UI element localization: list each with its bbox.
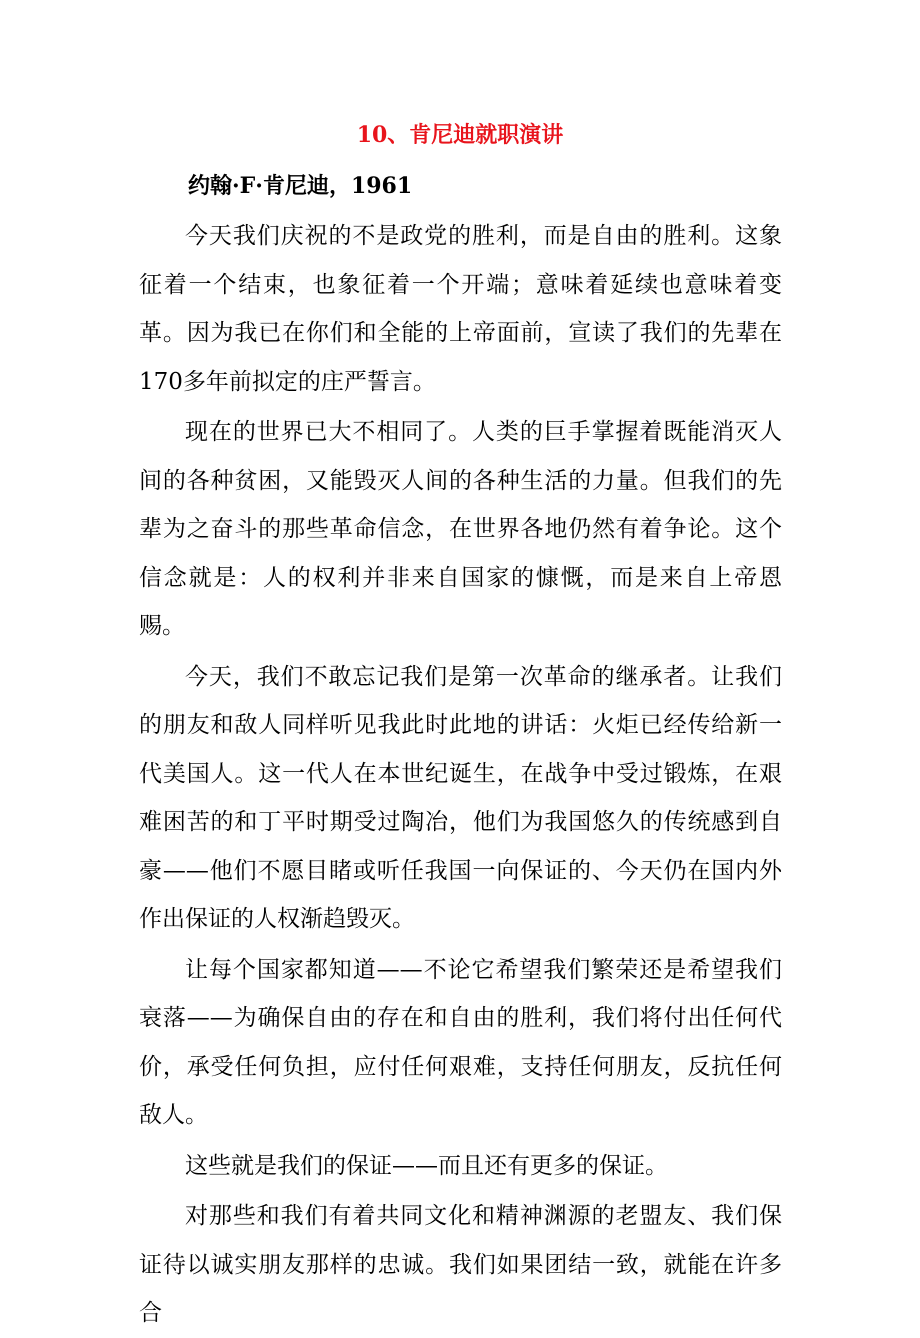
- document-title: 10、肯尼迪就职演讲: [356, 122, 564, 148]
- paragraph-2: 现在的世界已大不相同了。人类的巨手掌握着既能消灭人间的各种贫困，又能毁灭人间的各种生活的力量。但我们的先辈为之奋斗的那些革命信念，在世界各地仍然有着争论。这个信念就是：人的权利并非来自国家的慷慨，而是来自上帝恩赐。: [139, 419, 782, 639]
- author-line: 约翰·F·肯尼迪，1961: [188, 173, 413, 199]
- paragraph-3: 今天，我们不敢忘记我们是第一次革命的继承者。让我们的朋友和敌人同样听见我此时此地的讲话：火炬已经传给新一代美国人。这一代人在本世纪诞生，在战争中受过锻炼，在艰难困苦的和丁平时期受过陶冶，他们为我国悠久的传统感到自豪——他们不愿目睹或听任我国一向保证的、今天仍在国内外作出保证的人权渐趋毁灭。: [139, 663, 782, 932]
- paragraph-6: 对那些和我们有着共同文化和精神渊源的老盟友、我们保证待以诚实朋友那样的忠诚。我们如果团结一致，就能在许多合: [139, 1203, 782, 1326]
- paragraph-5: 这些就是我们的保证——而且还有更多的保证。: [185, 1152, 668, 1179]
- paragraph-4: 让每个国家都知道——不论它希望我们繁荣还是希望我们衰落——为确保自由的存在和自由的胜利，我们将付出任何代价，承受任何负担，应付任何艰难，支持任何朋友，反抗任何敌人。: [139, 956, 782, 1128]
- paragraph-1: 今天我们庆祝的不是政党的胜利，而是自由的胜利。这象征着一个结束，也象征着一个开端；意味着延续也意味着变革。因为我已在你们和全能的上帝面前，宣读了我们的先辈在170多年前拟定的庄严誓言。: [139, 223, 782, 395]
- document-body: [139, 212, 782, 1338]
